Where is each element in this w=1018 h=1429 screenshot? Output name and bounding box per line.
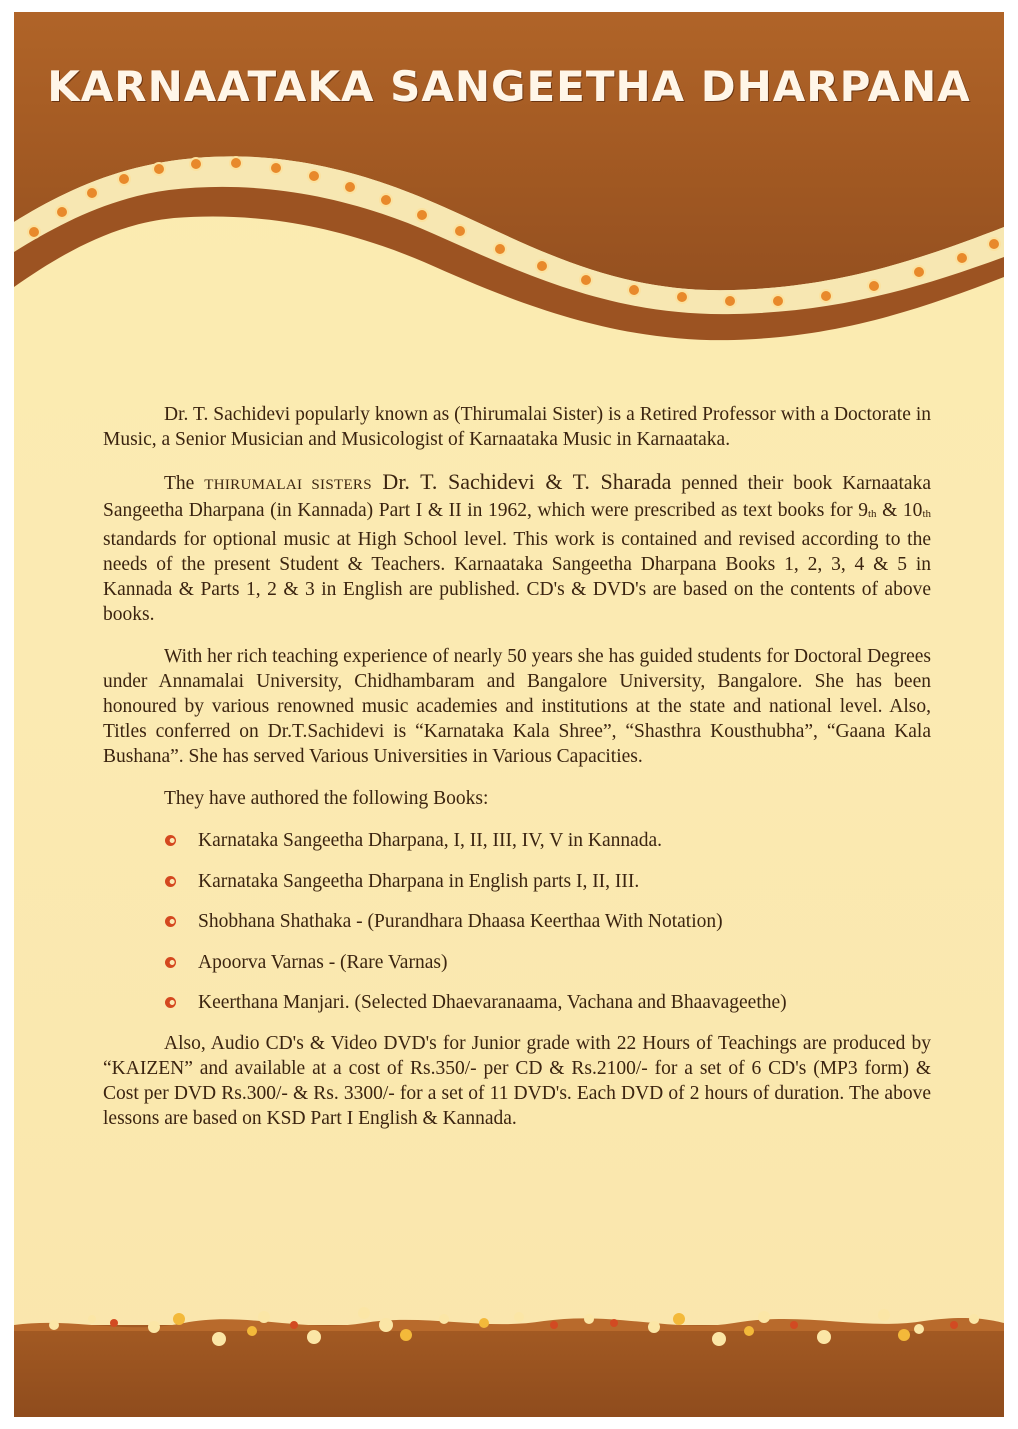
ninth-suffix: th bbox=[868, 508, 877, 520]
sisters-names: Dr. T. Sachidevi & T. Sharada bbox=[371, 469, 672, 494]
list-item bbox=[103, 950, 931, 975]
tenth-suffix: th bbox=[922, 508, 931, 520]
book-title: Apoorva Varnas - (Rare Varnas) bbox=[198, 951, 448, 973]
bullet-icon bbox=[165, 916, 176, 927]
book-title: Karnataka Sangeetha Dharpana, I, II, III, IV, V in Kannada. bbox=[198, 830, 663, 851]
book-title: Shobhana Shathaka - (Purandhara Dhaasa Keerthaa With Notation) bbox=[198, 911, 723, 932]
book-title: Karnataka Sangeetha Dharpana in English parts I, II, III. bbox=[198, 870, 640, 892]
para2-text-a: penned their book Karnaataka Sangeetha Dharpana (in Kannada) Part I & II in 1962, which were prescribed as text books for 9 bbox=[103, 473, 931, 521]
list-item bbox=[103, 990, 931, 1015]
bullet-icon bbox=[165, 876, 176, 887]
bullet-icon bbox=[165, 835, 176, 846]
body-content bbox=[103, 402, 931, 1148]
teaching-experience-paragraph: With her rich teaching experience of nearly 50 years she has guided students for Doctoral Degrees under Annamalai University, Chidhambaram and Bangalore University, Bangalore. She has been honoured by various renowned music academies and institutions at the state and national level. Also, Titles conferred on Dr.T.Sachidevi is “Karnataka Kala Shree”, “Shasthra Kousthubha”, “Gaana Kala Bushana”. She has served Various Universities in Various Capacities. bbox=[103, 646, 931, 767]
para2-text-b: standards for optional music at High School level. This work is contained and revised according to the needs of the present Student & Teachers. Karnaataka Sangeetha Dharpana Books 1, 2, 3, 4 & 5 in Kannada & Parts 1, 2 & 3 in English are published. CD's & DVD's are based on the contents of above books. bbox=[103, 529, 931, 625]
para2-mid: & 10 bbox=[876, 500, 923, 521]
books-intro: They have authored the following Books: bbox=[164, 788, 489, 809]
books-list bbox=[103, 828, 931, 1015]
thirumalai-sisters-smallcaps: THIRUMALAI SISTERS bbox=[204, 477, 372, 493]
list-item bbox=[103, 828, 931, 853]
audio-video-paragraph: Also, Audio CD's & Video DVD's for Junior grade with 22 Hours of Teachings are produced by “KAIZEN” and available at a cost of Rs.350/- per CD & Rs.2100/- for a set of 6 CD's (MP3 form) & Cost per DVD Rs.300/- & Rs. 3300/- for a set of 11 DVD's. Each DVD of 2 hours of duration. The above lessons are based on KSD Part I English & Kannada. bbox=[103, 1032, 931, 1129]
intro-paragraph: Dr. T. Sachidevi popularly known as (Thirumalai Sister) is a Retired Professor with a Doctorate in Music, a Senior Musician and Musicologist of Karnaataka Music in Karnaataka. bbox=[103, 404, 931, 450]
bullet-icon bbox=[165, 997, 176, 1008]
footer-floral-decoration bbox=[14, 1295, 1004, 1417]
book-title: Keerthana Manjari. (Selected Dhaevaranaama, Vachana and Bhaavageethe) bbox=[198, 992, 787, 1013]
list-item bbox=[103, 909, 931, 934]
para2-prefix: The bbox=[164, 473, 205, 494]
book-history-paragraph bbox=[103, 469, 931, 627]
bullet-icon bbox=[165, 957, 176, 968]
list-item bbox=[103, 869, 931, 894]
page-title: KARNAATAKA SANGEETHA DHARPANA bbox=[47, 62, 971, 111]
